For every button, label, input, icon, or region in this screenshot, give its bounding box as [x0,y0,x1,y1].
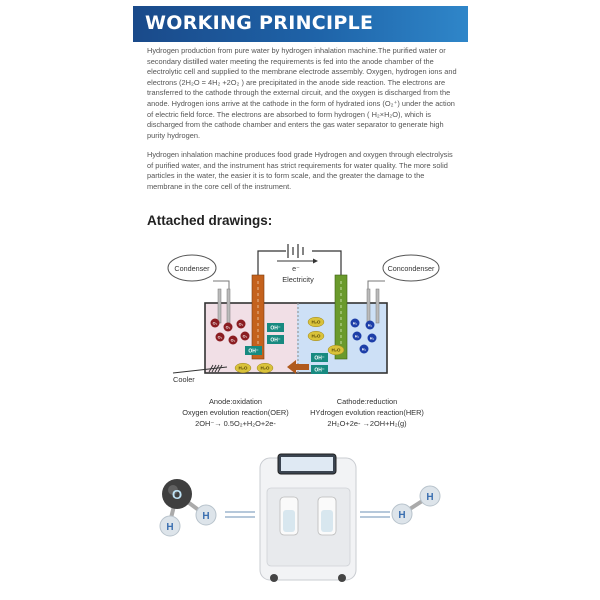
condenser-right-label: Concondenser [387,264,435,273]
oxygen-atom-label: O [171,487,183,502]
device-illustration [150,450,450,590]
o2-label: O₂ [230,338,236,343]
h2-label: H₂ [367,323,373,328]
gas-pipe [376,289,379,323]
attached-drawings-heading: Attached drawings: [147,213,273,228]
anode-equation: 2OH⁻→ 0.5O₂+H₂O+2e- [195,419,276,428]
hydrogen-atom-label: H [426,492,434,503]
o2-label: O₂ [217,335,223,340]
condenser-left-label: Condenser [174,264,210,273]
electricity-label: Electricity [282,275,314,284]
oh-label: OH⁻ [270,325,281,332]
cooler-label: Cooler [173,375,195,384]
h2o-label: H₂O [260,365,270,371]
water-level-right [321,510,333,532]
cathode-title: Cathode:reduction [336,397,398,406]
hydrogen-atom-label: H [202,511,210,522]
title-banner [133,6,468,42]
electron-label: e⁻ [292,264,300,273]
hydrogen-atom-label: H [398,510,406,521]
anode-title: Anode:oxidation [208,397,262,406]
wheel [338,574,346,582]
oh-label: OH⁻ [248,348,259,355]
gas-pipe [218,289,221,323]
h2o-label: H₂O [311,319,321,325]
h2o-label: H₂O [238,365,248,371]
o2-label: O₂ [225,325,231,330]
front-panel [267,488,350,566]
h2-label: H₂ [369,336,375,341]
cathode-caption [298,396,436,429]
oh-label: OH⁻ [314,367,325,374]
o2-label: O₂ [238,322,244,327]
h2-label: H₂ [352,321,358,326]
page-title: WORKING PRINCIPLE [145,12,374,34]
h2-label: H₂ [354,334,360,339]
wheel [270,574,278,582]
h2-label: H₂ [361,347,367,352]
oh-label: OH⁻ [314,355,325,362]
o2-label: O₂ [242,334,248,339]
h2o-label: H₂O [311,333,321,339]
h2o-label: H₂O [331,347,341,353]
screen-display [281,457,333,471]
battery [286,243,312,259]
intro-paragraph-2: Hydrogen inhalation machine produces food grade Hydrogen and oxygen through electrolysis of purified water, and the instrument has strict requirements for water quality. The more solid particles in the water, the easier it is to form scale, and the greater the damage to the membrane in the core cell of the instrument. [147,150,453,191]
intro-paragraph-1: Hydrogen production from pure water by hydrogen inhalation machine.The purified water or secondary distilled water meeting the requirements is fed into the anode chamber of the electrolytic cell and supplied to the membrane electrode assembly. Oxygen, hydrogen ions and electrons (2H₂O = 4H₂ +2O₂ ) are precipitated in the anode side reaction. The electrons are transferred to the cathode through the external circuit, and the oxygen is discharged from the anode. Hydrogen ions arrive at the cathode in the form of hydrated ions (O₂⁺) under the action of electric field force. The electrons are absorbed to form hydrogen ( H₂×H₂O), which is discharged from the cathode chamber and enters the gas water separator to generate high purity hydrogen. [147,46,457,140]
pipe-connector [368,281,385,289]
oh-label: OH⁻ [270,337,281,344]
anode-caption [168,396,303,429]
water-level-left [283,510,295,532]
hydrogen-atom-label: H [166,522,174,533]
anode-reaction-name: Oxygen evolution reaction(OER) [182,408,289,417]
electron-arrowhead [313,259,318,264]
o2-label: O₂ [212,321,218,326]
gas-pipe [227,289,230,323]
cathode-equation: 2H₂O+2e- →2OH+H₂(g) [327,419,407,428]
pipe-connector [213,281,229,289]
cathode-reaction-name: HYdrogen evolution reaction(HER) [310,408,424,417]
electrolysis-diagram [165,237,455,387]
gas-pipe [367,289,370,323]
